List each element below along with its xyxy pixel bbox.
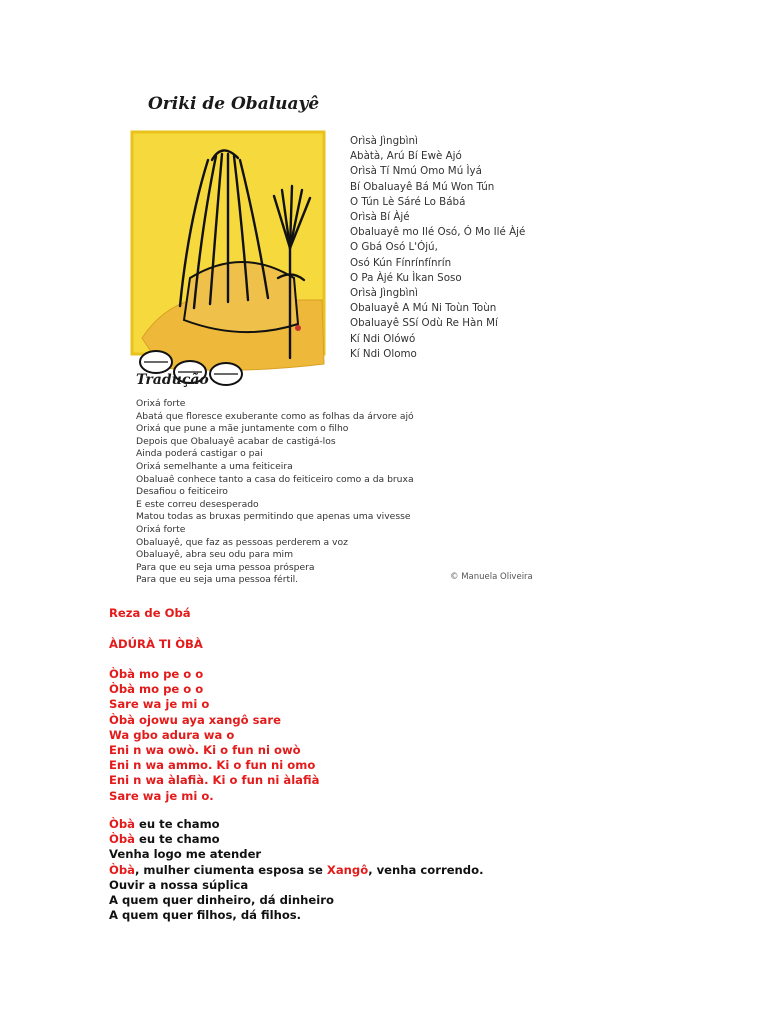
translation-line: Para que eu seja uma pessoa próspera xyxy=(136,561,315,573)
verse-line: Obaluayê A Mú Ni Toùn Toùn xyxy=(350,302,497,315)
translation-line: Desafiou o feiticeiro xyxy=(136,486,228,498)
translation-line: Ainda poderá castigar o pai xyxy=(136,448,263,460)
obaluaye-illustration xyxy=(122,128,328,408)
prayer-line xyxy=(109,817,483,832)
prayer-line: Ouvir a nossa súplica xyxy=(109,877,249,892)
traducao-title: Tradução xyxy=(136,372,209,388)
verse-line: Orìsà Jìngbìnì xyxy=(350,287,418,300)
translation-line: Abatá que floresce exuberante como as folhas da árvore ajó xyxy=(136,410,414,422)
prayer-line: Sare wa je mi o. xyxy=(109,788,214,803)
prayer-line: Sare wa je mi o xyxy=(109,697,210,712)
oba-name: Òbà xyxy=(109,817,135,831)
translation-line: Orixá que pune a mãe juntamente com o filho xyxy=(136,423,349,435)
xango-name: Xangô xyxy=(326,862,369,877)
heading-reza-de-oba: Reza de Obá xyxy=(109,606,191,620)
translation-line: Obaluaê conhece tanto a casa do feiticeiro como a da bruxa xyxy=(136,473,414,485)
verse-line: Kí Ndi Olomo xyxy=(350,347,417,360)
verse-line: O Pa Àjé Ku Ìkan Soso xyxy=(350,271,462,284)
line-text: , venha correndo. xyxy=(368,862,484,877)
verse-line: Abàtà, Arú Bí Ewè Ajó xyxy=(350,150,462,163)
translation-line: Obaluayê, abra seu odu para mim xyxy=(136,549,294,561)
line-text: eu te chamo xyxy=(134,817,220,831)
prayer-line xyxy=(109,832,483,847)
verse-line: Orìsà Jìngbìnì xyxy=(350,135,418,147)
translation-line: E este correu desesperado xyxy=(136,498,259,510)
translation-line: Orixá semelhante a uma feiticeira xyxy=(136,460,293,472)
verse-line: Bí Obaluayê Bá Mú Won Tún xyxy=(350,180,495,193)
translation-line: Obaluayê, que faz as pessoas perderem a voz xyxy=(136,536,348,548)
heading-adura-ti-oba: ÀDÚRÀ TI ÒBÀ xyxy=(109,637,203,651)
prayer-line: A quem quer dinheiro, dá dinheiro xyxy=(109,893,334,908)
verse-line: O Gbá Osó L'Ójú, xyxy=(350,241,438,254)
traducao-verse xyxy=(136,398,414,587)
prayer-line: Òbà ojowu aya xangô sare xyxy=(109,712,281,727)
line-text: , mulher ciumenta esposa se xyxy=(134,862,327,877)
prayer-line: Òbà mo pe o o xyxy=(109,682,204,697)
verse-line: Obaluayê mo Ilé Osó, Ó Mo Ilé Àjé xyxy=(350,226,526,239)
prayer-line: Eni n wa ammo. Ki o fun ni omo xyxy=(109,758,316,773)
prayer-line: Venha logo me atender xyxy=(109,847,262,862)
prayer-line: Eni n wa owò. Ki o fun ni owò xyxy=(109,743,301,758)
translation-line: Para que eu seja uma pessoa fértil. xyxy=(136,574,299,586)
oriki-figure xyxy=(108,88,548,588)
yoruba-verse xyxy=(350,134,525,362)
prayer-line xyxy=(109,863,483,878)
reza-yoruba-text xyxy=(109,667,319,804)
figure-title: Oriki de Obaluayê xyxy=(148,94,320,114)
translation-line: Depois que Obaluayê acabar de castigá-los xyxy=(136,435,336,447)
oba-name: Òbà xyxy=(109,832,135,847)
oba-name: Òbà xyxy=(109,862,135,877)
prayer-line: Eni n wa àlafià. Ki o fun ni àlafià xyxy=(109,773,320,788)
translation-line: Matou todas as bruxas permitindo que apenas uma vivesse xyxy=(136,511,411,523)
verse-line: Kí Ndi Olówó xyxy=(350,332,416,345)
translation-line: Orixá forte xyxy=(136,523,186,535)
verse-line: Osó Kún Fínrínfínrín xyxy=(350,256,452,269)
verse-line: Obaluayê SSí Odù Re Hàn Mí xyxy=(350,317,498,330)
prayer-line: A quem quer filhos, dá filhos. xyxy=(109,908,302,923)
reza-portuguese-text xyxy=(109,817,483,923)
prayer-line: Òbà mo pe o o xyxy=(109,667,204,681)
verse-line: Orìsà Tí Nmú Omo Mú Ìyá xyxy=(350,165,482,178)
line-text: eu te chamo xyxy=(134,832,220,847)
prayer-line: Wa gbo adura wa o xyxy=(109,727,235,742)
translation-line: Orixá forte xyxy=(136,398,186,409)
verse-line: O Tún Lè Sáré Lo Bábá xyxy=(350,195,466,208)
image-credit: © Manuela Oliveira xyxy=(450,572,533,582)
verse-line: Orìsà Bí Àjé xyxy=(350,211,410,224)
